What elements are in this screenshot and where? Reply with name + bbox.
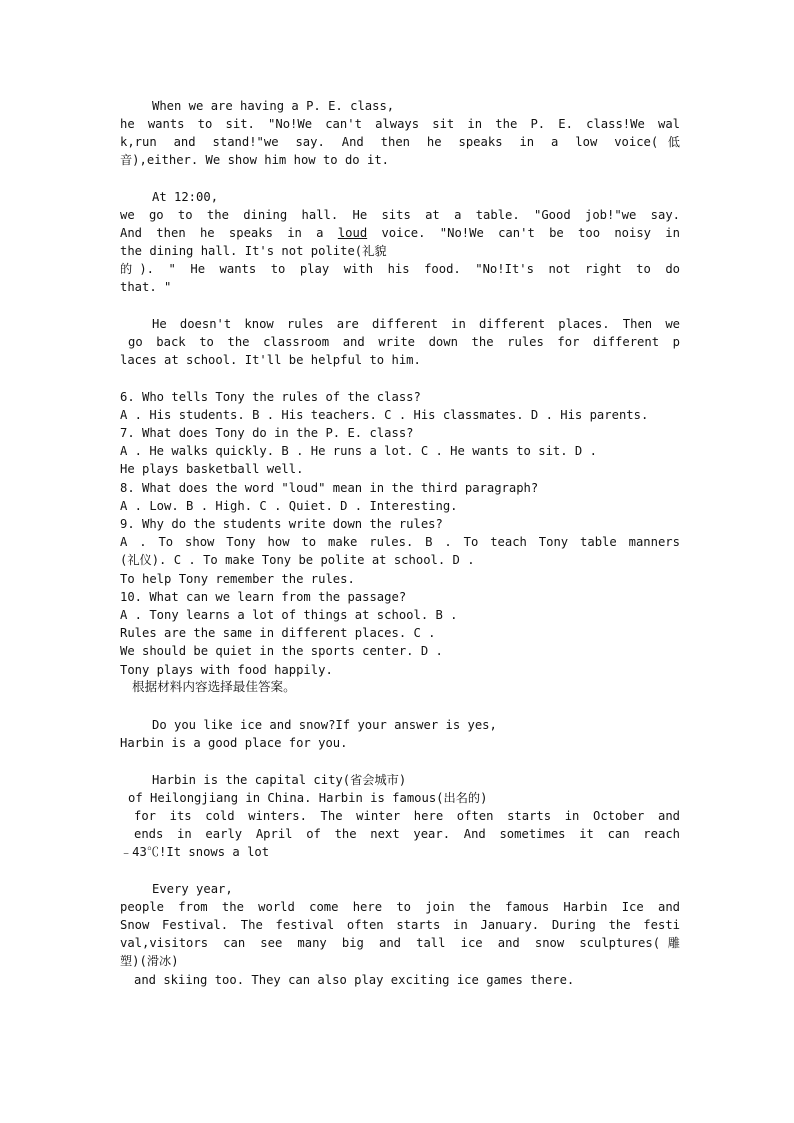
passage-line: and skiing too. They can also play exciting ice games there. — [134, 973, 575, 987]
passage-line: 的). " He wants to play with his food. "No!It's not right to do — [120, 262, 680, 276]
question-line: A . Tony learns a lot of things at school. B . — [120, 608, 458, 622]
loud-line-before: And then he speaks in a — [120, 226, 338, 240]
passage-line: At 12:00, — [152, 190, 219, 204]
question-line: Rules are the same in different places. C . — [120, 626, 436, 640]
question-line: A . Low. B . High. C . Quiet. D . Interesting. — [120, 499, 458, 513]
passage-line: Snow Festival. The festival often starts in January. During the festi — [120, 918, 680, 932]
passage-line: we go to the dining hall. He sits at a table. "Good job!"we say. — [120, 208, 680, 222]
question-line: We should be quiet in the sports center. D . — [120, 644, 443, 658]
passage-line: go back to the classroom and write down the rules for different p — [128, 335, 680, 349]
question-line: A . His students. B . His teachers. C . His classmates. D . His parents. — [120, 408, 649, 422]
question-line: He plays basketball well. — [120, 462, 304, 476]
passage-line: he wants to sit. "No!We can't always sit in the P. E. class!We wal — [120, 117, 680, 131]
question-line: 6. Who tells Tony the rules of the class? — [120, 390, 421, 404]
passage-line: Every year, — [152, 882, 233, 896]
question-line: 10. What can we learn from the passage? — [120, 590, 407, 604]
passage-line: 塑)(滑冰) — [120, 954, 179, 968]
question-line: A . He walks quickly. B . He runs a lot. C . He wants to sit. D . — [120, 444, 597, 458]
passage-line: people from the world come here to join the famous Harbin Ice and — [120, 900, 680, 914]
passage-line-loud — [120, 224, 680, 242]
passage-line: ﹣43℃!It snows a lot — [120, 845, 270, 859]
passage-line: for its cold winters. The winter here often starts in October and — [134, 809, 680, 823]
question-line: 7. What does Tony do in the P. E. class? — [120, 426, 414, 440]
passage-line: laces at school. It'll be helpful to him. — [120, 353, 421, 367]
question-line: 8. What does the word "loud" mean in the third paragraph? — [120, 481, 539, 495]
question-line: A . To show Tony how to make rules. B . To teach Tony table manners — [120, 535, 680, 549]
passage-line: 音),either. We show him how to do it. — [120, 153, 389, 167]
underlined-word-loud: loud — [337, 226, 368, 240]
section-instruction: 根据材料内容选择最佳答案。 — [132, 679, 296, 694]
passage-line: val,visitors can see many big and tall ice and snow sculptures(雕 — [120, 936, 680, 950]
passage-line: Do you like ice and snow?If your answer is yes, — [152, 718, 497, 732]
question-line: To help Tony remember the rules. — [120, 572, 355, 586]
question-line: Tony plays with food happily. — [120, 663, 333, 677]
passage-line: ends in early April of the next year. And sometimes it can reach — [134, 827, 680, 841]
passage-line: that. " — [120, 280, 172, 294]
passage-line: Harbin is a good place for you. — [120, 736, 348, 750]
question-line: 9. Why do the students write down the rules? — [120, 517, 443, 531]
passage-line: the dining hall. It's not polite(礼貌 — [120, 244, 387, 258]
passage-line: When we are having a P. E. class, — [152, 99, 395, 113]
passage-line: He doesn't know rules are different in different places. Then we — [152, 317, 680, 331]
question-line: (礼仪). C . To make Tony be polite at school. D . — [120, 553, 475, 567]
passage-line: Harbin is the capital city(省会城市) — [152, 773, 407, 787]
passage-line: k,run and stand!"we say. And then he speaks in a low voice(低 — [120, 135, 680, 149]
loud-line-after: voice. "No!We can't be too noisy in — [367, 226, 680, 240]
passage-line: of Heilongjiang in China. Harbin is famous(出名的) — [128, 791, 488, 805]
